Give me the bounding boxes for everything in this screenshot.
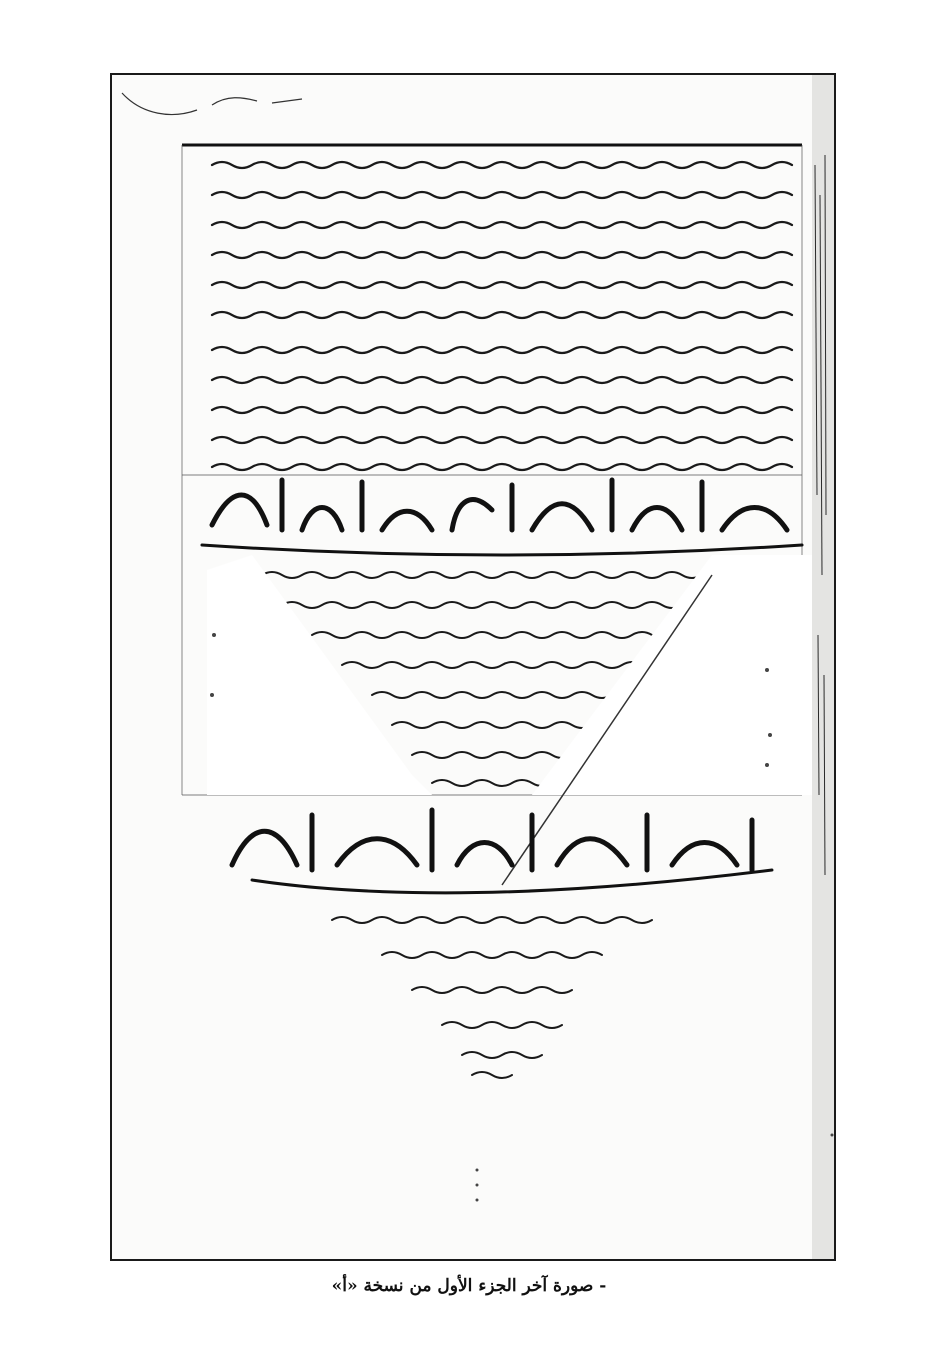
figure-caption: - صورة آخر الجزء الأول من نسخة «أ»	[331, 1276, 607, 1296]
calligraphic-heading-2	[232, 810, 772, 893]
handwritten-text-lines	[212, 162, 792, 470]
manuscript-image-frame	[110, 73, 836, 1261]
manuscript-image	[112, 75, 834, 1259]
paste-over-patch-left	[207, 555, 432, 795]
calligraphic-heading-1	[202, 480, 802, 555]
margin-note-scribble	[122, 93, 302, 114]
colophon-lines-2	[332, 917, 652, 1078]
paste-over-patch-right	[532, 555, 812, 795]
